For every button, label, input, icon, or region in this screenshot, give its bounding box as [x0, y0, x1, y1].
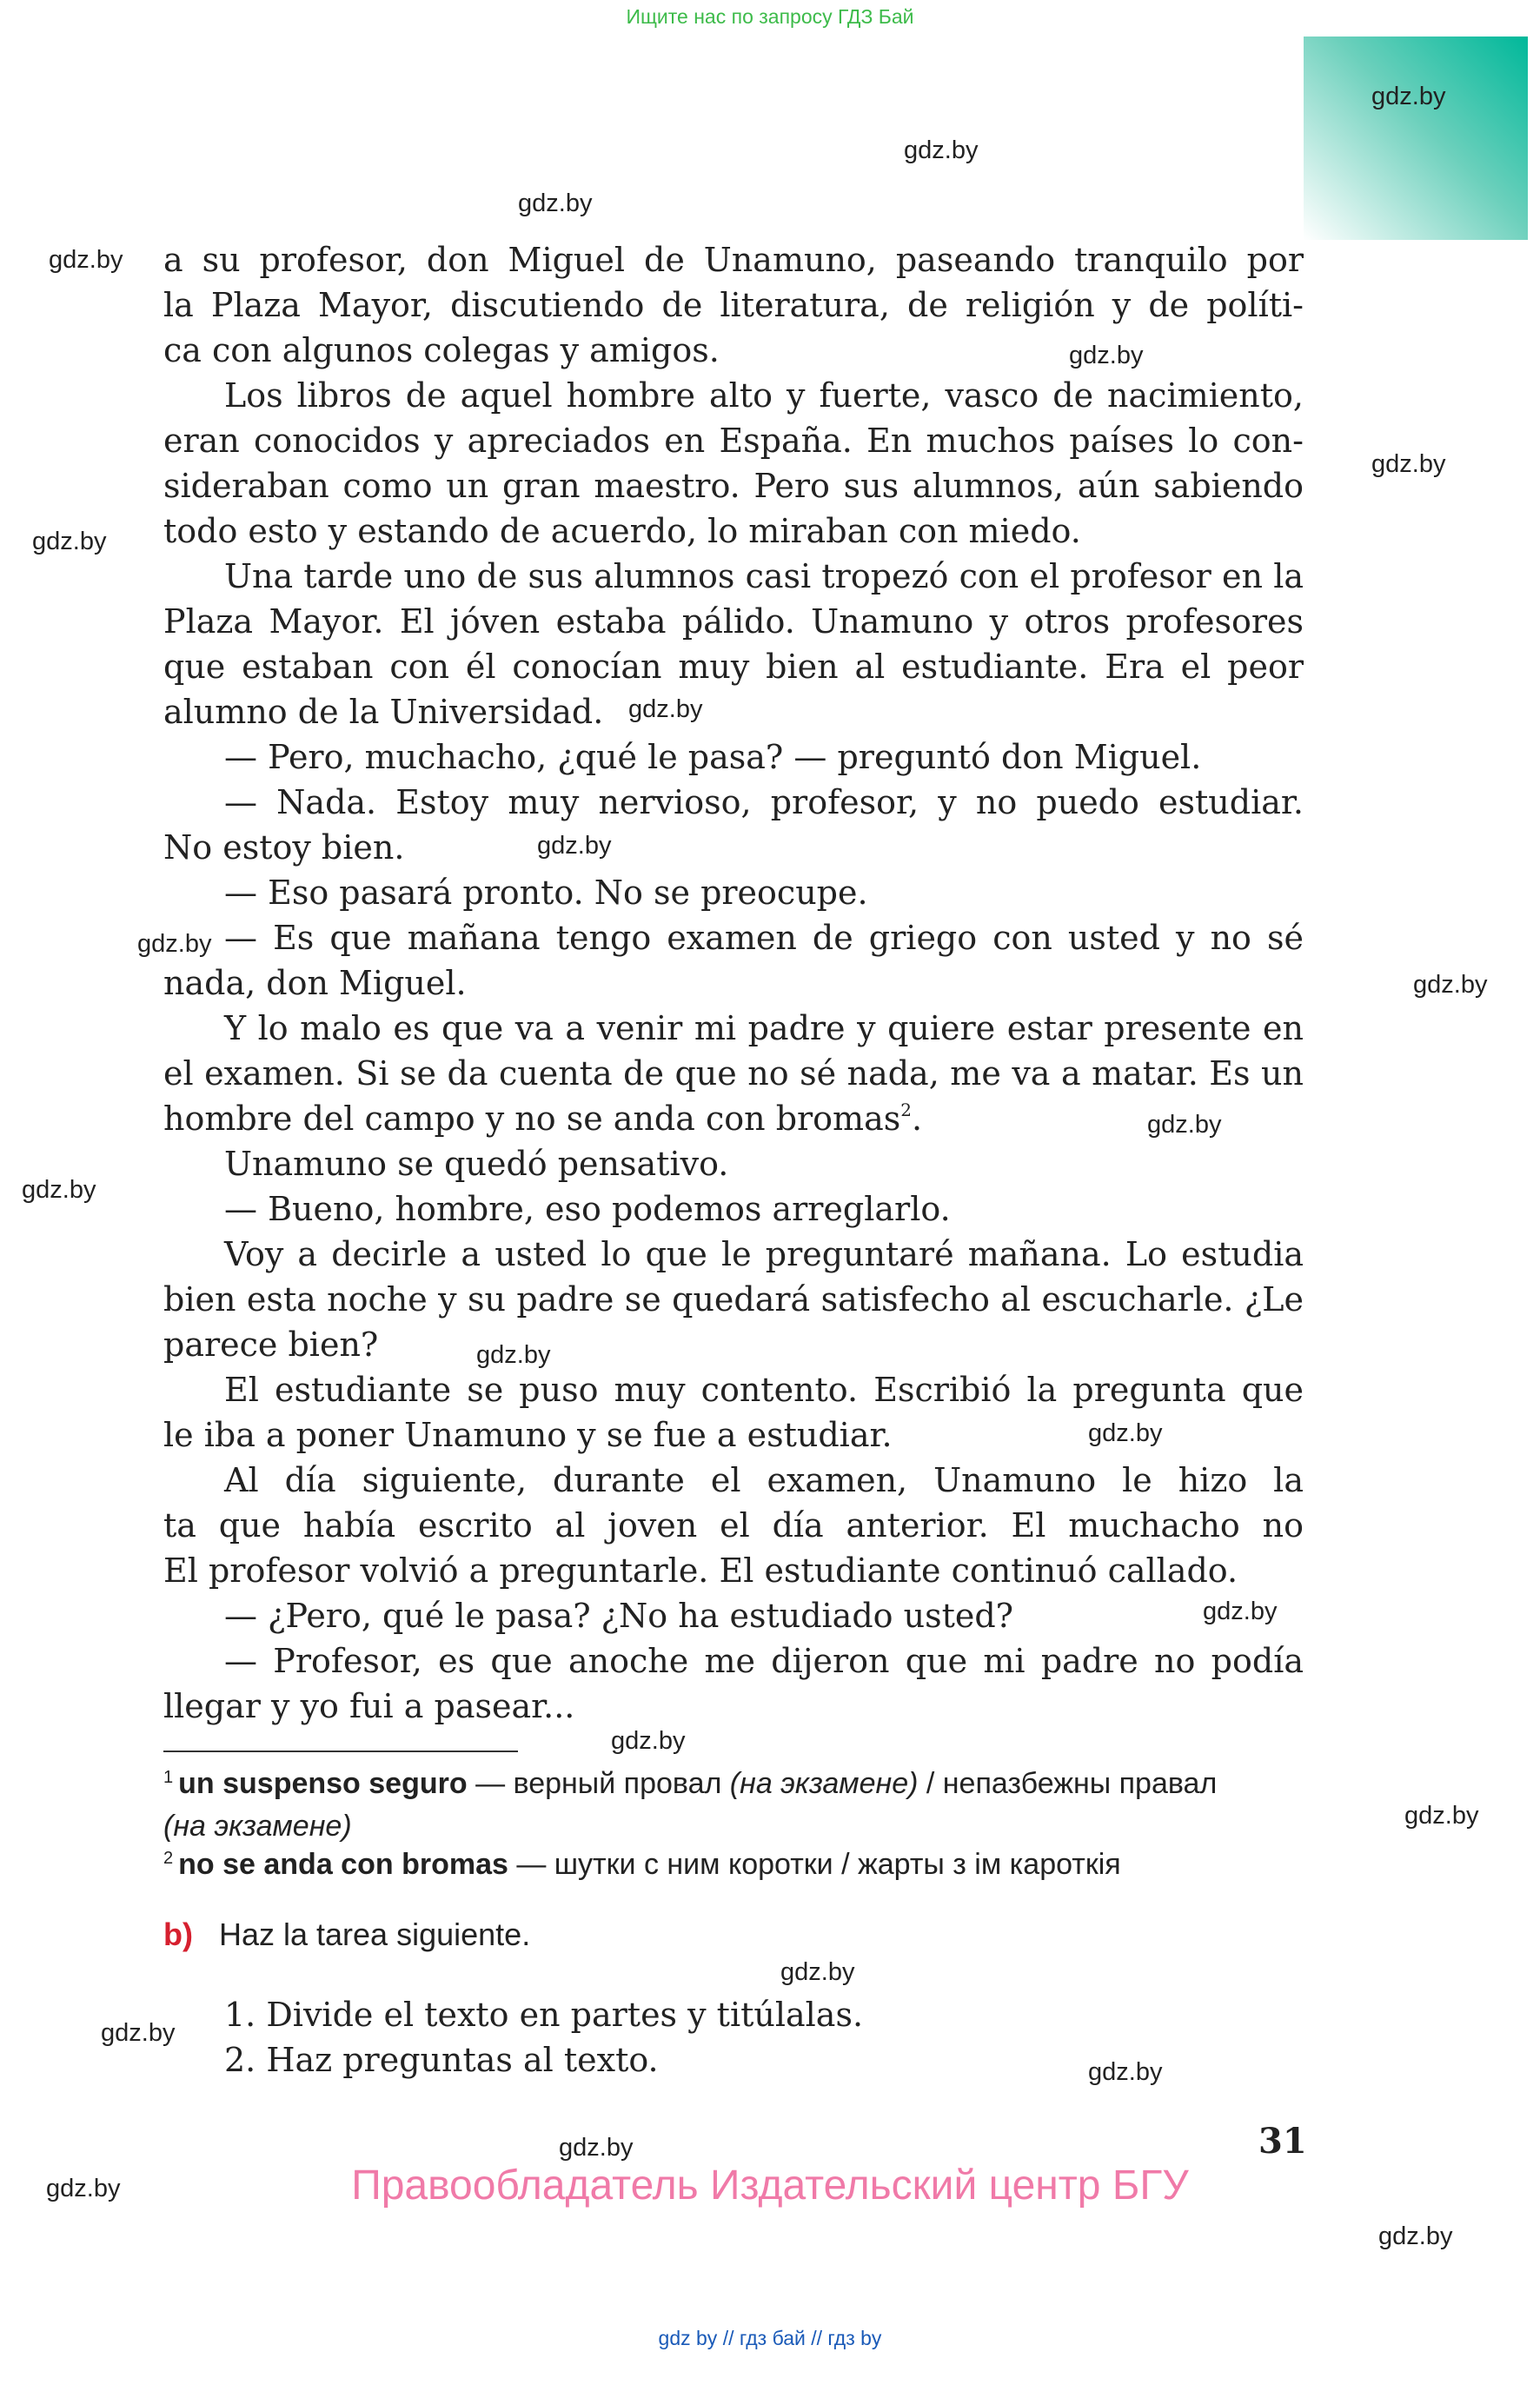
text-line: sideraban como un gran maestro. Pero sus alumnos, aún sabiendo: [163, 467, 1304, 505]
footer-links[interactable]: gdz by // гдз бай // гдз by: [658, 2327, 882, 2349]
text-line: ta que había escrito al joven el día anterior. El muchacho no: [163, 1506, 1304, 1545]
watermark: gdz.by: [1371, 450, 1446, 478]
text-line: a su profesor, don Miguel de Unamuno, paseando tranquilo por: [163, 241, 1304, 279]
text-line: Plaza Mayor. El jóven estaba pálido. Unamuno y otros profesores: [163, 602, 1304, 641]
footnote-2: [163, 1845, 1304, 1888]
text-line: que estaban con él conocían muy bien al estudiante. Era el peor: [163, 648, 1304, 686]
task-letter: b): [163, 1917, 193, 1952]
watermark: gdz.by: [780, 1958, 855, 1986]
text-line: No estoy bien.: [163, 828, 405, 867]
story-text: [163, 237, 1304, 1729]
footnote-italic: (на экзамене): [729, 1767, 919, 1800]
text-line: Los libros de aquel hombre alto y fuerte, vasco de nacimiento,: [224, 376, 1304, 415]
text-line: — Es que mañana tengo examen de griego con usted y no sé: [224, 919, 1304, 957]
watermark: gdz.by: [101, 2019, 176, 2047]
watermark: gdz.by: [1088, 1419, 1163, 1447]
watermark: gdz.by: [1147, 1111, 1222, 1139]
text-line: El profesor volvió a preguntarle. El estudiante continuó callado.: [163, 1551, 1238, 1590]
watermark: gdz.by: [476, 1341, 551, 1369]
watermark: gdz.by: [1088, 2058, 1163, 2086]
text-line: El estudiante se puso muy contento. Escribió la pregunta que: [224, 1371, 1304, 1409]
text-line: alumno de la Universidad.: [163, 693, 604, 731]
text-line: — Nada. Estoy muy nervioso, profesor, y no puedo estudiar.: [224, 783, 1304, 821]
footnotes: [163, 1764, 1304, 1888]
watermark: gdz.by: [49, 246, 123, 274]
task-heading: [163, 1917, 530, 1953]
footnote-text: / непазбежны правал: [918, 1767, 1218, 1800]
footnote-1-cont: [163, 1807, 1304, 1845]
footnote-text: — верный провал: [467, 1767, 730, 1800]
text-line: — Eso pasará pronto. No se preocupe.: [224, 874, 868, 912]
text-line: — Profesor, es que anoche me dijeron que mi padre no podía: [224, 1642, 1304, 1680]
page-number: 31: [1258, 2121, 1307, 2162]
footnote-ref: 2: [900, 1099, 912, 1121]
watermark: gdz.by: [22, 1176, 96, 1204]
task-item: 1. Divide el texto en partes y titúlalas.: [224, 1996, 864, 2034]
text-line: el examen. Si se da cuenta de que no sé nada, me va a matar. Es un: [163, 1054, 1304, 1093]
watermark: gdz.by: [1069, 342, 1144, 369]
task-item: 2. Haz preguntas al texto.: [224, 2041, 659, 2079]
watermark: gdz.by: [32, 528, 107, 555]
text-line: todo esto y estando de acuerdo, lo miraban con miedo.: [163, 512, 1081, 550]
footnote-term: no se anda con bromas: [178, 1848, 508, 1881]
text-line: le iba a poner Unamuno y se fue a estudiar.: [163, 1416, 893, 1454]
footnote-1: [163, 1764, 1304, 1807]
text-line: Y lo malo es que va a venir mi padre y quiere estar presente en: [224, 1009, 1304, 1047]
watermark: gdz.by: [1371, 83, 1446, 110]
watermark: gdz.by: [611, 1727, 686, 1755]
copyright-notice: Правообладатель Издательский центр БГУ: [351, 2162, 1189, 2209]
watermark: gdz.by: [1404, 1802, 1479, 1830]
footnote-number: 2: [163, 1849, 174, 1868]
task-instruction: Haz la tarea siguiente.: [218, 1917, 531, 1952]
watermark: gdz.by: [1203, 1598, 1278, 1625]
watermark: gdz.by: [559, 2134, 634, 2162]
task-list: [224, 1992, 863, 2083]
watermark: gdz.by: [46, 2175, 121, 2202]
text-line-part: hombre del campo y no se anda con bromas: [163, 1099, 901, 1138]
text-line-end: .: [911, 1099, 923, 1138]
text-line: Al día siguiente, durante el examen, Unamuno le hizo la: [224, 1461, 1304, 1499]
text-line: bien esta noche y su padre se quedará satisfecho al escucharle. ¿Le: [163, 1280, 1304, 1319]
footnote-divider: [163, 1751, 518, 1752]
text-line: llegar y yo fui a pasear...: [163, 1687, 575, 1725]
text-line: Unamuno se quedó pensativo.: [224, 1145, 729, 1183]
text-line: — Bueno, hombre, eso podemos arreglarlo.: [224, 1190, 951, 1228]
footnote-term: un suspenso seguro: [178, 1767, 468, 1800]
top-banner[interactable]: Ищите нас по запросу ГДЗ Бай: [626, 5, 914, 28]
watermark: gdz.by: [1378, 2222, 1453, 2250]
text-line: — Pero, muchacho, ¿qué le pasa? — preguntó don Miguel.: [224, 738, 1202, 776]
watermark: gdz.by: [518, 189, 593, 217]
watermark: gdz.by: [628, 695, 703, 723]
text-line: Voy a decirle a usted lo que le preguntaré mañana. Lo estudia: [224, 1235, 1304, 1273]
footnote-number: 1: [163, 1768, 174, 1787]
footnote-text: — шутки с ним коротки / жарты з ім кароткія: [508, 1848, 1121, 1881]
text-line: ca con algunos colegas y amigos.: [163, 331, 720, 369]
text-line: Una tarde uno de sus alumnos casi tropezó con el profesor en la: [224, 557, 1304, 595]
watermark: gdz.by: [537, 832, 612, 860]
text-line: nada, don Miguel.: [163, 964, 467, 1002]
watermark: gdz.by: [1413, 971, 1488, 999]
watermark: gdz.by: [904, 136, 979, 164]
text-line: parece bien?: [163, 1325, 379, 1364]
corner-gradient-tab: [1304, 37, 1528, 240]
footnote-italic: (на экзамене): [163, 1810, 352, 1843]
text-line: — ¿Pero, qué le pasa? ¿No ha estudiado usted?: [224, 1597, 1014, 1635]
text-line: [163, 1096, 1304, 1141]
text-line: la Plaza Mayor, discutiendo de literatura, de religión y de políti-: [163, 286, 1304, 324]
watermark: gdz.by: [137, 930, 212, 958]
text-line: eran conocidos y apreciados en España. En muchos países lo con-: [163, 422, 1304, 460]
